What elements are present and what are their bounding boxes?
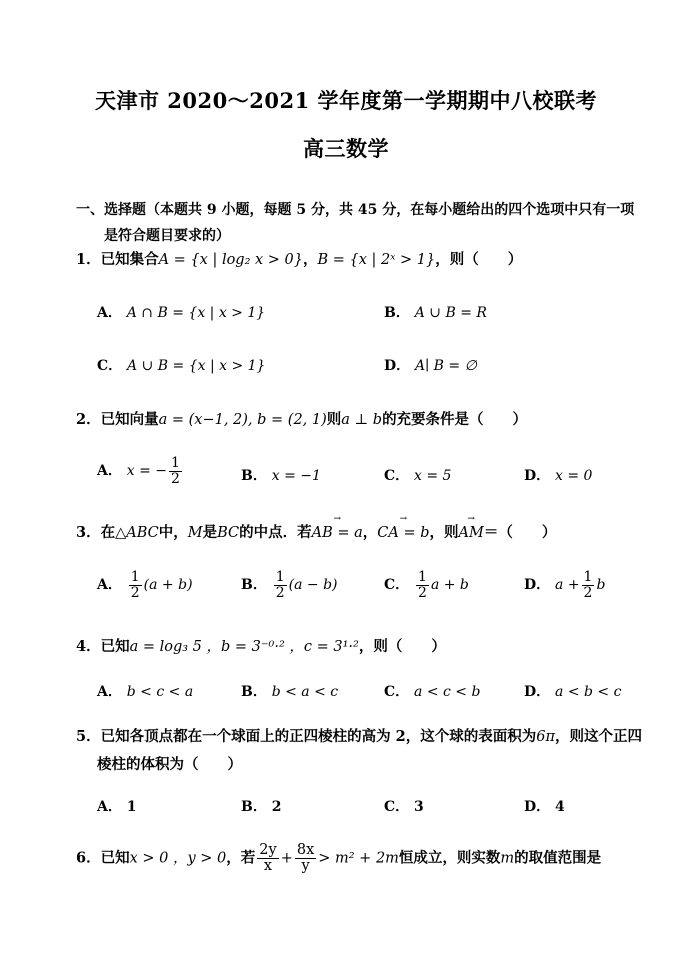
question-3: 3．在△ABC中，M是BC的中点．若→ AB = a，→ CA = b，则→ AM＝（ ） [76,521,556,542]
question-6: 6．已知x > 0 ，y > 0，若 $\frac{2y}{x}$ + $\frac{8x}{y}$ > m² + 2m恒成立，则实数m的取值范围是 [76,842,602,875]
q6-fraction-2: $\frac{8x}{y}$ [296,842,315,875]
q3-option-a: A． $\frac{1}{2}$ (a + b) [97,569,193,601]
section-heading: 一、选择题（本题共 9 小题，每题 5 分，共 45 分，在每小题给出的四个选项中只有一项 [76,202,635,218]
q3-option-d: D． a + $\frac{1}{2}$ b [524,569,606,601]
q4-option-a: A． b < c < a [97,684,194,700]
q2-option-c: C． x = 5 [384,468,452,484]
question-5-cont: 棱柱的体积为（ ） [97,756,242,773]
q5-option-d: D． 4 [524,799,565,815]
section-heading-cont: 是符合题目要求的） [104,228,230,244]
q4-option-b: B． b < a < c [241,684,339,700]
q2-option-d: D． x = 0 [524,468,593,484]
exam-title: 天津市 2020～2021 学年度第一学期期中八校联考 [94,88,597,113]
q1-option-c: C． A ∪ B = {x | x > 1} [97,358,266,374]
q1-option-b: B． A ∪ B = R [384,305,487,321]
question-1: 1．已知集合A = {x | log₂ x > 0}，B = {x | 2ˣ > 1}，则（ ） [76,251,523,268]
question-4: 4．已知a = log₃ 5 ，b = 3⁻⁰·² ，c = 3¹·²，则（ ） [76,638,446,655]
q4-option-c: C． a < c < b [384,684,481,700]
q5-option-a: A． 1 [97,799,137,815]
q4-option-d: D． a < b < c [524,684,622,700]
question-2: 2．已知向量a = (x−1, 2), b = (2, 1)则a ⊥ b的充要条件是（ ） [76,411,528,428]
q3-option-b: B． $\frac{1}{2}$ (a − b) [241,569,338,601]
q3-option-c: C． $\frac{1}{2}$ a + b [384,569,469,601]
q2-option-b: B． x = −1 [241,468,321,484]
exam-subtitle: 高三数学 [303,136,389,161]
q5-option-c: C． 3 [384,799,424,815]
q1-option-d: D． A∣ B = ∅ [384,358,477,374]
q6-fraction-1: $\frac{2y}{x}$ [259,842,277,875]
q2-option-a: A． x = − $\frac{1}{2}$ [97,455,180,487]
q2-a-fraction: $\frac{1}{2}$ [171,455,180,487]
q1-option-a: A． A ∩ B = {x | x > 1} [97,305,266,321]
q5-option-b: B． 2 [241,799,282,815]
question-5: 5．已知各顶点都在一个球面上的正四棱柱的高为 2，这个球的表面积为6π，则这个正四 [76,728,642,745]
